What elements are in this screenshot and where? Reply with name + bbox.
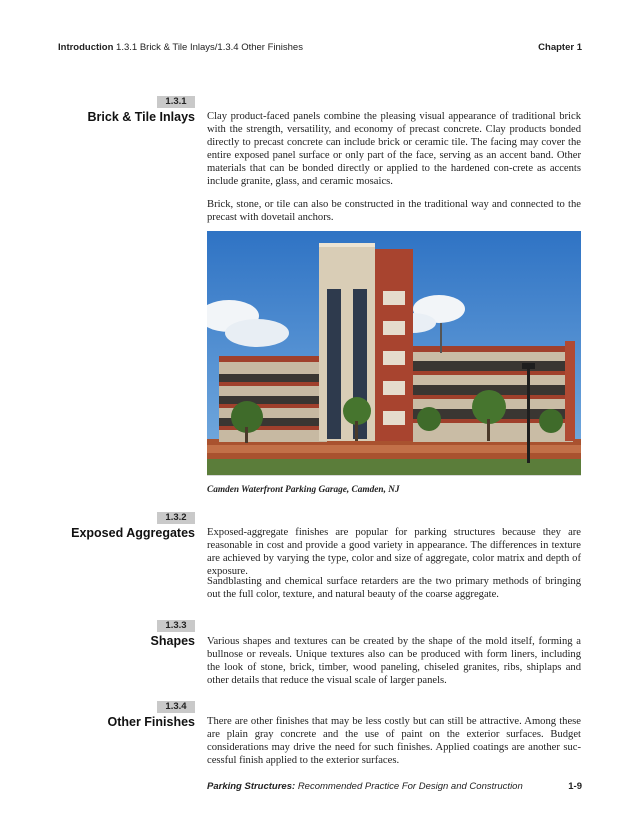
section-number: 1.3.4 (157, 701, 195, 713)
header-breadcrumb (58, 42, 303, 53)
footer-title (207, 781, 523, 792)
body-paragraph: Sandblasting and chemical surface retarders are the two primary methods of bringing out the full color, texture, and natural beauty of the coarse aggregate. (207, 576, 581, 600)
section-number: 1.3.2 (157, 512, 195, 524)
running-footer (207, 781, 582, 792)
section-number: 1.3.1 (157, 96, 195, 108)
figure-caption: Camden Waterfront Parking Garage, Camden, NJ (207, 485, 400, 495)
footer-title-rest: Recommended Practice For Design and Construction (297, 781, 523, 792)
body-paragraph: Clay product-faced panels combine the pleasing visual appearance of traditional brick with the strength, versatility, and economy of precast concrete. Clay products bonded directly to precast concrete can include brick or ceramic tile. The facing may cover the entire exposed panel surface or only part of the face, serving as an accent band. Other materials that can be bonded directly or applied to the hardened con-crete as accents include granite, glass, and ceramic mosaics. (207, 111, 581, 187)
section-title: Shapes (150, 634, 195, 648)
body-paragraph: Various shapes and textures can be created by the shape of the mold itself, forming a bullnose or reveals. Unique textures also can be produced with form liners, including the look of stone, brick, timber, wood paneling, chiseled granites, ribs, shiplaps and other details that reduce the visual scale of larger panels. (207, 636, 581, 686)
body-paragraph: Exposed-aggregate finishes are popular for parking structures because they are reasonable in cost and provide a good variety in appearance. The differences in texture are achieved by varying the type, color and size of aggregate, color matrix and depth of exposure. (207, 527, 581, 577)
header-breadcrumb-text: 1.3.1 Brick & Tile Inlays/1.3.4 Other Finishes (116, 42, 303, 53)
running-header (58, 42, 582, 53)
page-number: 1-9 (568, 781, 582, 792)
parking-garage-photo (207, 231, 581, 476)
body-paragraph: There are other finishes that may be less costly but can still be attractive. Among these are plain gray concrete and the use of paint on the exterior surfaces. Budget considerations may drive the need for such finishes. Applied coatings are another suc-cessful finish applied to the exterior surfaces. (207, 716, 581, 766)
footer-title-bold: Parking Structures: (207, 781, 296, 792)
section-number: 1.3.3 (157, 620, 195, 632)
section-title: Other Finishes (107, 715, 195, 729)
header-chapter: Chapter 1 (538, 42, 582, 53)
section-title: Exposed Aggregates (71, 526, 195, 540)
section-title: Brick & Tile Inlays (87, 110, 195, 124)
body-paragraph: Brick, stone, or tile can also be constructed in the traditional way and connected to the precast with dovetail anchors. (207, 199, 581, 223)
header-section: Introduction (58, 42, 114, 53)
